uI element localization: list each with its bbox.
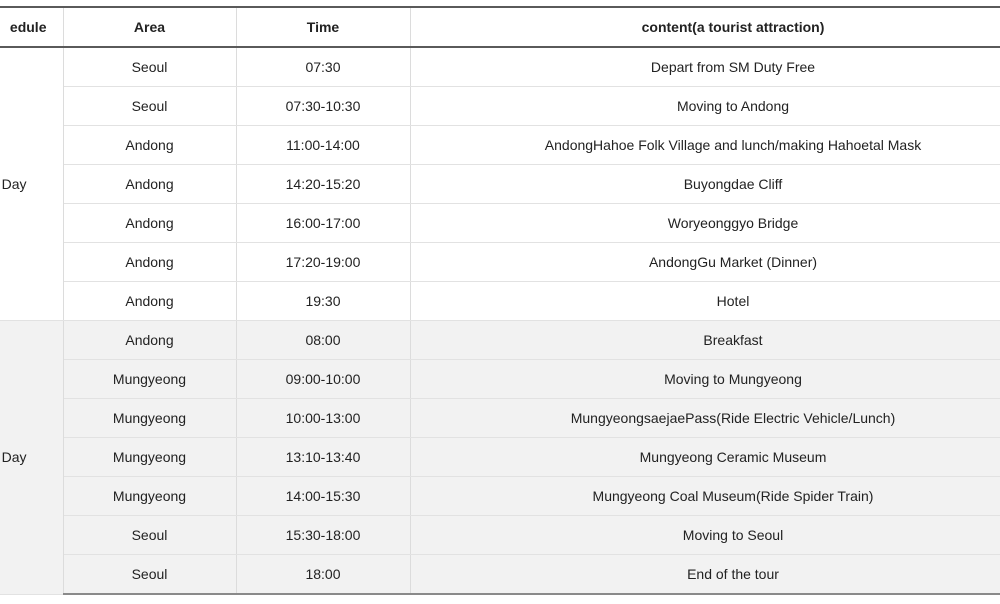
header-area: Area [63,7,236,47]
table-row [0,321,1000,360]
table-row [0,555,1000,595]
content-cell: Mungyeong Ceramic Museum [410,438,1000,477]
content-cell: End of the tour [410,555,1000,595]
area-cell: Andong [63,126,236,165]
area-cell: Seoul [63,87,236,126]
area-cell: Seoul [63,516,236,555]
content-cell: Woryeonggyo Bridge [410,204,1000,243]
content-cell: Buyongdae Cliff [410,165,1000,204]
time-cell: 07:30-10:30 [236,87,410,126]
time-cell: 17:20-19:00 [236,243,410,282]
time-cell: 09:00-10:00 [236,360,410,399]
area-cell: Mungyeong [63,477,236,516]
tour-schedule-table [0,6,1000,595]
time-cell: 15:30-18:00 [236,516,410,555]
table-row [0,282,1000,321]
area-cell: Andong [63,165,236,204]
content-cell: AndongHahoe Folk Village and lunch/making Hahoetal Mask [410,126,1000,165]
content-cell: Moving to Mungyeong [410,360,1000,399]
area-cell: Seoul [63,47,236,87]
table-row [0,438,1000,477]
day-label: Day [0,47,63,321]
time-cell: 16:00-17:00 [236,204,410,243]
table-row [0,126,1000,165]
day-label: Day [0,321,63,595]
table-row [0,516,1000,555]
area-cell: Seoul [63,555,236,595]
content-cell: Hotel [410,282,1000,321]
table-row [0,204,1000,243]
area-cell: Andong [63,282,236,321]
table-row [0,399,1000,438]
content-cell: Breakfast [410,321,1000,360]
area-cell: Andong [63,243,236,282]
header-schedule: edule [0,7,63,47]
time-cell: 19:30 [236,282,410,321]
table-row [0,165,1000,204]
area-cell: Andong [63,321,236,360]
content-cell: Moving to Andong [410,87,1000,126]
day-1-group [0,47,1000,321]
area-cell: Mungyeong [63,360,236,399]
time-cell: 14:00-15:30 [236,477,410,516]
content-cell: Depart from SM Duty Free [410,47,1000,87]
time-cell: 07:30 [236,47,410,87]
area-cell: Mungyeong [63,438,236,477]
content-cell: Moving to Seoul [410,516,1000,555]
time-cell: 18:00 [236,555,410,595]
header-time: Time [236,7,410,47]
time-cell: 13:10-13:40 [236,438,410,477]
table-row [0,47,1000,87]
header-content: content(a tourist attraction) [410,7,1000,47]
area-cell: Andong [63,204,236,243]
table-row [0,477,1000,516]
content-cell: MungyeongsaejaePass(Ride Electric Vehicle/Lunch) [410,399,1000,438]
header-row [0,7,1000,47]
table-row [0,87,1000,126]
day-2-group [0,321,1000,595]
time-cell: 11:00-14:00 [236,126,410,165]
table-row [0,243,1000,282]
time-cell: 14:20-15:20 [236,165,410,204]
table-header [0,7,1000,47]
time-cell: 10:00-13:00 [236,399,410,438]
area-cell: Mungyeong [63,399,236,438]
time-cell: 08:00 [236,321,410,360]
content-cell: Mungyeong Coal Museum(Ride Spider Train) [410,477,1000,516]
content-cell: AndongGu Market (Dinner) [410,243,1000,282]
table-row [0,360,1000,399]
